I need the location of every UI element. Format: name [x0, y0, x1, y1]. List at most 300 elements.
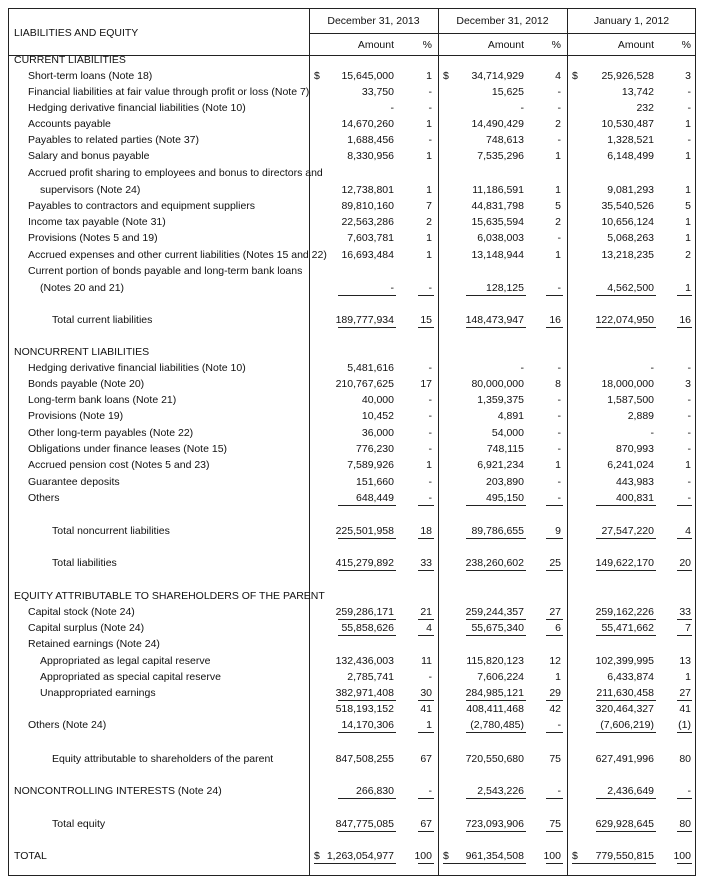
row-label: Appropriated as special capital reserve [40, 671, 221, 683]
amount-underline [466, 798, 526, 799]
amount-cell: 210,767,625 [335, 378, 394, 390]
amount-underline [338, 327, 396, 328]
amount-cell: 1,328,521 [607, 134, 654, 146]
percent-cell: 75 [549, 753, 561, 765]
percent-underline [418, 831, 434, 832]
period-header: December 31, 2012 [456, 15, 549, 27]
percent-cell: 1 [426, 249, 432, 261]
amount-cell: 629,928,645 [595, 818, 654, 830]
row-label: Provisions (Note 19) [28, 410, 124, 422]
percent-cell: 27 [549, 606, 561, 618]
amount-cell: 55,471,662 [601, 622, 654, 634]
percent-cell: 4 [685, 525, 691, 537]
row-label: Salary and bonus payable [28, 150, 150, 162]
percent-cell: 30 [420, 687, 432, 699]
amount-cell: - [650, 362, 654, 374]
percent-underline [677, 295, 692, 296]
amount-underline [314, 863, 396, 864]
percent-cell: - [428, 671, 432, 683]
percent-cell: - [557, 410, 561, 422]
amount-cell: 4,891 [497, 410, 524, 422]
amount-column-header: Amount [357, 39, 394, 51]
amount-cell: 6,433,874 [607, 671, 654, 683]
percent-underline [418, 732, 434, 733]
amount-cell: 13,148,944 [471, 249, 524, 261]
amount-underline [596, 505, 656, 506]
amount-cell: 33,750 [361, 86, 394, 98]
amount-cell: 238,260,602 [465, 557, 524, 569]
percent-cell: 1 [685, 118, 691, 130]
percent-cell: 6 [555, 622, 561, 634]
percent-cell: 1 [685, 184, 691, 196]
amount-cell: 54,000 [491, 427, 524, 439]
amount-cell: 7,606,224 [477, 671, 524, 683]
row-label: Accrued profit sharing to employees and bonus to directors and [28, 167, 323, 179]
amount-cell: 6,921,234 [477, 459, 524, 471]
percent-cell: (1) [678, 719, 691, 731]
row-label: NONCURRENT LIABILITIES [14, 346, 150, 358]
amount-cell: 408,411,468 [466, 703, 524, 715]
amount-underline [596, 327, 656, 328]
row-label: Hedging derivative financial liabilities (Note 10) [28, 102, 246, 114]
percent-cell: 1 [685, 671, 691, 683]
percent-cell: - [428, 102, 432, 114]
percent-cell: 17 [420, 378, 432, 390]
percent-cell: 5 [555, 200, 561, 212]
percent-cell: 18 [420, 525, 432, 537]
row-label: Total current liabilities [52, 314, 153, 326]
percent-underline [546, 570, 563, 571]
currency-symbol: $ [443, 850, 449, 862]
currency-symbol: $ [572, 850, 578, 862]
amount-cell: - [520, 102, 524, 114]
percent-column-header: % [551, 39, 561, 51]
percent-cell: 4 [555, 70, 561, 82]
percent-cell: - [557, 719, 561, 731]
percent-cell: 67 [420, 753, 432, 765]
amount-underline [596, 732, 656, 733]
amount-cell: 34,714,929 [471, 70, 524, 82]
amount-cell: 748,115 [486, 443, 524, 455]
amount-underline [466, 635, 526, 636]
currency-symbol: $ [572, 70, 578, 82]
percent-cell: 33 [679, 606, 691, 618]
percent-cell: - [428, 443, 432, 455]
amount-cell: 847,775,085 [335, 818, 394, 830]
row-label: Total equity [52, 818, 106, 830]
percent-underline [677, 505, 692, 506]
percent-cell: - [687, 492, 691, 504]
percent-cell: 1 [555, 150, 561, 162]
amount-cell: 115,820,123 [466, 655, 524, 667]
amount-cell: 259,162,226 [595, 606, 654, 618]
amount-cell: 1,688,456 [347, 134, 394, 146]
amount-cell: 7,603,781 [347, 232, 394, 244]
row-label: Payables to related parties (Note 37) [28, 134, 200, 146]
amount-cell: 2,785,741 [347, 671, 394, 683]
percent-cell: 1 [685, 282, 691, 294]
row-label: Long-term bank loans (Note 21) [28, 394, 177, 406]
percent-cell: - [687, 86, 691, 98]
amount-cell: 15,645,000 [341, 70, 394, 82]
amount-cell: 9,081,293 [607, 184, 654, 196]
amount-cell: 15,635,594 [471, 216, 524, 228]
percent-cell: 2 [555, 118, 561, 130]
amount-cell: 2,889 [627, 410, 654, 422]
row-label: Guarantee deposits [28, 476, 120, 488]
percent-cell: 1 [555, 459, 561, 471]
row-label: Retained earnings (Note 24) [28, 638, 160, 650]
percent-underline [677, 619, 692, 620]
percent-cell: 5 [685, 200, 691, 212]
amount-cell: 5,068,263 [607, 232, 654, 244]
percent-cell: 16 [679, 314, 691, 326]
amount-underline [443, 863, 526, 864]
amount-underline [596, 798, 656, 799]
percent-cell: 21 [420, 606, 432, 618]
percent-underline [418, 327, 434, 328]
amount-cell: 16,693,484 [341, 249, 394, 261]
row-label: Accrued pension cost (Notes 5 and 23) [28, 459, 210, 471]
amount-cell: - [390, 102, 394, 114]
percent-cell: 1 [685, 216, 691, 228]
percent-column-header: % [422, 39, 432, 51]
amount-cell: 80,000,000 [471, 378, 524, 390]
percent-cell: 3 [685, 70, 691, 82]
row-label: Total liabilities [52, 557, 117, 569]
percent-cell: 2 [426, 216, 432, 228]
percent-cell: 42 [549, 703, 561, 715]
amount-underline [338, 295, 396, 296]
percent-cell: 13 [679, 655, 691, 667]
row-label: Financial liabilities at fair value through profit or loss (Note 7) [28, 86, 310, 98]
percent-underline [418, 295, 434, 296]
percent-cell: - [557, 443, 561, 455]
amount-cell: 4,562,500 [607, 282, 654, 294]
percent-cell: 12 [549, 655, 561, 667]
amount-cell: 12,738,801 [341, 184, 394, 196]
amount-cell: 14,490,429 [471, 118, 524, 130]
row-label: NONCONTROLLING INTERESTS (Note 24) [14, 785, 222, 797]
amount-cell: 151,660 [356, 476, 394, 488]
row-label: Payables to contractors and equipment suppliers [28, 200, 256, 212]
percent-underline [418, 635, 434, 636]
percent-cell: 1 [555, 249, 561, 261]
percent-cell: 1 [426, 150, 432, 162]
amount-underline [572, 863, 656, 864]
row-label: Bonds payable (Note 20) [28, 378, 145, 390]
amount-cell: 2,436,649 [607, 785, 654, 797]
row-label: Provisions (Notes 5 and 19) [28, 232, 158, 244]
amount-cell: 7,589,926 [347, 459, 394, 471]
amount-cell: 22,563,286 [341, 216, 394, 228]
percent-underline [546, 732, 563, 733]
header-title: LIABILITIES AND EQUITY [14, 27, 139, 39]
percent-underline [677, 863, 692, 864]
amount-cell: (2,780,485) [470, 719, 524, 731]
amount-underline [466, 700, 526, 701]
amount-cell: 8,330,956 [347, 150, 394, 162]
percent-underline [546, 831, 563, 832]
amount-cell: 776,230 [356, 443, 394, 455]
amount-cell: 518,193,152 [335, 703, 394, 715]
percent-cell: - [428, 492, 432, 504]
percent-cell: - [428, 394, 432, 406]
percent-cell: 11 [421, 655, 432, 667]
percent-cell: - [557, 427, 561, 439]
amount-column-header: Amount [617, 39, 654, 51]
percent-cell: 1 [426, 118, 432, 130]
amount-underline [338, 798, 396, 799]
percent-cell: 1 [685, 459, 691, 471]
percent-cell: 100 [414, 850, 432, 862]
row-label: Total noncurrent liabilities [52, 525, 170, 537]
amount-cell: 122,074,950 [595, 314, 654, 326]
amount-underline [596, 295, 656, 296]
percent-cell: - [557, 362, 561, 374]
amount-cell: 13,742 [621, 86, 654, 98]
percent-cell: 29 [549, 687, 561, 699]
amount-column-header: Amount [487, 39, 524, 51]
percent-underline [418, 863, 434, 864]
percent-cell: - [557, 394, 561, 406]
amount-cell: 55,675,340 [471, 622, 524, 634]
percent-cell: 15 [420, 314, 432, 326]
amount-cell: 400,831 [616, 492, 654, 504]
percent-cell: 2 [685, 249, 691, 261]
percent-cell: 7 [685, 622, 691, 634]
percent-underline [677, 732, 692, 733]
percent-underline [677, 831, 692, 832]
amount-underline [466, 831, 526, 832]
percent-underline [418, 570, 434, 571]
percent-cell: 33 [420, 557, 432, 569]
amount-underline [596, 831, 656, 832]
amount-underline [466, 538, 526, 539]
amount-cell: 382,971,408 [335, 687, 394, 699]
amount-underline [338, 538, 396, 539]
amount-cell: - [390, 282, 394, 294]
amount-underline [596, 619, 656, 620]
percent-cell: - [557, 282, 561, 294]
percent-cell: 1 [426, 184, 432, 196]
percent-cell: 1 [426, 70, 432, 82]
amount-cell: - [520, 362, 524, 374]
amount-cell: 18,000,000 [601, 378, 654, 390]
amount-cell: 443,983 [616, 476, 654, 488]
percent-cell: 67 [420, 818, 432, 830]
currency-symbol: $ [314, 850, 320, 862]
amount-cell: 320,464,327 [595, 703, 654, 715]
percent-cell: 9 [555, 525, 561, 537]
percent-cell: 2 [555, 216, 561, 228]
amount-underline [338, 635, 396, 636]
percent-cell: - [428, 282, 432, 294]
amount-cell: 961,354,508 [465, 850, 524, 862]
row-label: CURRENT LIABILITIES [14, 54, 126, 66]
amount-cell: 2,543,226 [477, 785, 524, 797]
percent-cell: - [428, 410, 432, 422]
amount-cell: 14,670,260 [341, 118, 394, 130]
percent-underline [546, 295, 563, 296]
amount-cell: 15,625 [491, 86, 524, 98]
amount-cell: 128,125 [486, 282, 524, 294]
amount-underline [338, 700, 396, 701]
percent-cell: - [687, 785, 691, 797]
percent-underline [677, 570, 692, 571]
percent-cell: - [687, 476, 691, 488]
row-label: Income tax payable (Note 31) [28, 216, 166, 228]
row-label: Obligations under finance leases (Note 15) [28, 443, 228, 455]
amount-cell: 10,530,487 [601, 118, 654, 130]
percent-underline [546, 327, 563, 328]
percent-cell: 1 [685, 232, 691, 244]
amount-cell: 1,359,375 [477, 394, 524, 406]
amount-cell: 35,540,526 [601, 200, 654, 212]
amount-cell: 14,170,306 [341, 719, 394, 731]
period-header: January 1, 2012 [593, 15, 670, 27]
amount-underline [466, 732, 526, 733]
currency-symbol: $ [443, 70, 449, 82]
amount-cell: 415,279,892 [335, 557, 394, 569]
percent-underline [677, 538, 692, 539]
amount-cell: 870,993 [616, 443, 654, 455]
percent-cell: 1 [426, 232, 432, 244]
percent-underline [546, 863, 563, 864]
amount-cell: (7,606,219) [600, 719, 654, 731]
amount-cell: 89,810,160 [341, 200, 394, 212]
header-divider [309, 33, 696, 34]
percent-cell: - [557, 232, 561, 244]
amount-cell: 6,241,024 [607, 459, 654, 471]
amount-cell: 225,501,958 [335, 525, 394, 537]
row-label: Equity attributable to shareholders of the parent [52, 753, 274, 765]
row-label: Current portion of bonds payable and long-term bank loans [28, 265, 303, 277]
percent-cell: - [557, 492, 561, 504]
percent-cell: 41 [420, 703, 432, 715]
row-label: Others (Note 24) [28, 719, 107, 731]
percent-cell: 80 [679, 818, 691, 830]
currency-symbol: $ [314, 70, 320, 82]
amount-cell: 13,218,235 [601, 249, 654, 261]
amount-cell: 495,150 [486, 492, 524, 504]
row-label: Other long-term payables (Note 22) [28, 427, 194, 439]
amount-cell: 284,985,121 [465, 687, 524, 699]
percent-cell: 7 [426, 200, 432, 212]
percent-cell: 1 [426, 459, 432, 471]
percent-cell: 25 [549, 557, 561, 569]
amount-underline [596, 635, 656, 636]
amount-cell: 1,263,054,977 [326, 850, 394, 862]
row-label: Hedging derivative financial liabilities (Note 10) [28, 362, 246, 374]
row-label: Capital stock (Note 24) [28, 606, 135, 618]
percent-cell: 1 [555, 184, 561, 196]
period-header: December 31, 2013 [327, 15, 420, 27]
amount-cell: - [650, 427, 654, 439]
amount-cell: 211,630,458 [596, 687, 654, 699]
amount-cell: 847,508,255 [335, 753, 394, 765]
amount-cell: 7,535,296 [477, 150, 524, 162]
amount-underline [338, 505, 396, 506]
amount-underline [596, 570, 656, 571]
amount-underline [466, 619, 526, 620]
percent-underline [677, 327, 692, 328]
percent-cell: 1 [426, 719, 432, 731]
row-label: (Notes 20 and 21) [40, 282, 125, 294]
percent-underline [677, 798, 692, 799]
amount-cell: 648,449 [356, 492, 394, 504]
percent-cell: 41 [679, 703, 691, 715]
amount-cell: 25,926,528 [601, 70, 654, 82]
percent-cell: - [687, 427, 691, 439]
row-label: EQUITY ATTRIBUTABLE TO SHAREHOLDERS OF THE PARENT [14, 590, 325, 602]
percent-cell: 3 [685, 378, 691, 390]
amount-cell: 6,148,499 [607, 150, 654, 162]
amount-underline [596, 700, 656, 701]
percent-cell: - [687, 362, 691, 374]
percent-cell: - [428, 427, 432, 439]
percent-cell: - [557, 102, 561, 114]
percent-cell: - [687, 394, 691, 406]
percent-underline [418, 700, 434, 701]
percent-underline [418, 505, 434, 506]
percent-underline [418, 798, 434, 799]
percent-cell: 75 [549, 818, 561, 830]
percent-cell: 27 [679, 687, 691, 699]
amount-cell: 259,286,171 [335, 606, 394, 618]
amount-underline [338, 619, 396, 620]
amount-cell: 627,491,996 [595, 753, 654, 765]
percent-underline [546, 505, 563, 506]
percent-column-header: % [681, 39, 691, 51]
row-label: Unappropriated earnings [40, 687, 156, 699]
amount-cell: 189,777,934 [335, 314, 394, 326]
percent-underline [677, 700, 692, 701]
percent-cell: 8 [555, 378, 561, 390]
amount-cell: 10,656,124 [601, 216, 654, 228]
amount-underline [338, 831, 396, 832]
amount-cell: 44,831,798 [471, 200, 524, 212]
percent-cell: 4 [426, 622, 432, 634]
amount-cell: 55,858,626 [341, 622, 394, 634]
amount-cell: 11,186,591 [472, 184, 524, 196]
amount-underline [338, 570, 396, 571]
percent-cell: - [557, 476, 561, 488]
row-label: TOTAL [14, 850, 47, 862]
amount-underline [466, 570, 526, 571]
row-label: Short-term loans (Note 18) [28, 70, 153, 82]
amount-underline [596, 538, 656, 539]
amount-cell: 748,613 [486, 134, 524, 146]
amount-underline [338, 732, 396, 733]
amount-cell: 259,244,357 [465, 606, 524, 618]
percent-underline [418, 619, 434, 620]
percent-cell: - [428, 134, 432, 146]
amount-cell: 1,587,500 [607, 394, 654, 406]
percent-cell: 16 [549, 314, 561, 326]
percent-cell: 1 [685, 150, 691, 162]
amount-cell: 723,093,906 [465, 818, 524, 830]
amount-cell: 102,399,995 [595, 655, 654, 667]
percent-cell: - [687, 102, 691, 114]
percent-cell: - [428, 785, 432, 797]
amount-cell: 10,452 [361, 410, 394, 422]
row-label: Accounts payable [28, 118, 111, 130]
amount-cell: 266,830 [356, 785, 394, 797]
amount-cell: 232 [636, 102, 654, 114]
amount-cell: 203,890 [486, 476, 524, 488]
percent-cell: - [428, 362, 432, 374]
